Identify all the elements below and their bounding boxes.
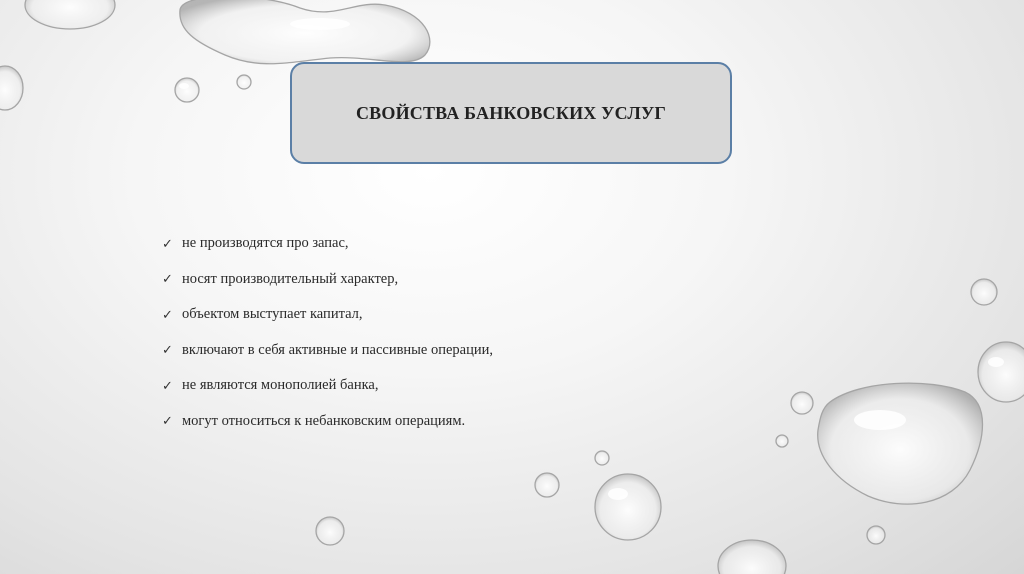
drop bbox=[776, 435, 788, 447]
list-item-text: включают в себя активные и пассивные операции, bbox=[182, 341, 494, 358]
drop bbox=[791, 392, 813, 414]
title-box bbox=[290, 62, 732, 164]
list-item bbox=[162, 368, 493, 404]
drop bbox=[867, 526, 885, 544]
drop bbox=[978, 342, 1024, 402]
list-item bbox=[162, 404, 493, 440]
list-item-text: не являются монополией банка, bbox=[182, 377, 379, 394]
drop bbox=[175, 78, 199, 102]
bullet-list bbox=[162, 226, 493, 439]
list-item-text: не производятся про запас, bbox=[182, 235, 349, 252]
checkmark-icon: ✓ bbox=[162, 306, 173, 322]
drop bbox=[595, 451, 609, 465]
drop bbox=[818, 383, 983, 504]
checkmark-icon: ✓ bbox=[162, 271, 173, 287]
drop bbox=[718, 540, 786, 574]
checkmark-icon: ✓ bbox=[162, 413, 173, 429]
list-item bbox=[162, 333, 493, 369]
drop bbox=[25, 0, 115, 29]
list-item bbox=[162, 262, 493, 298]
list-item bbox=[162, 226, 493, 262]
drop bbox=[316, 517, 344, 545]
list-item bbox=[162, 297, 493, 333]
drop bbox=[0, 66, 23, 110]
drop bbox=[237, 75, 251, 89]
list-item-text: объектом выступает капитал, bbox=[182, 306, 363, 323]
drop bbox=[595, 474, 661, 540]
checkmark-icon: ✓ bbox=[162, 377, 173, 393]
drop bbox=[535, 473, 559, 497]
list-item-text: могут относиться к небанковским операциям. bbox=[182, 412, 466, 429]
checkmark-icon: ✓ bbox=[162, 342, 173, 358]
slide-title: СВОЙСТВА БАНКОВСКИХ УСЛУГ bbox=[355, 102, 667, 123]
drop bbox=[180, 0, 430, 64]
checkmark-icon: ✓ bbox=[162, 235, 173, 251]
drop bbox=[971, 279, 997, 305]
list-item-text: носят производительный характер, bbox=[182, 270, 399, 287]
